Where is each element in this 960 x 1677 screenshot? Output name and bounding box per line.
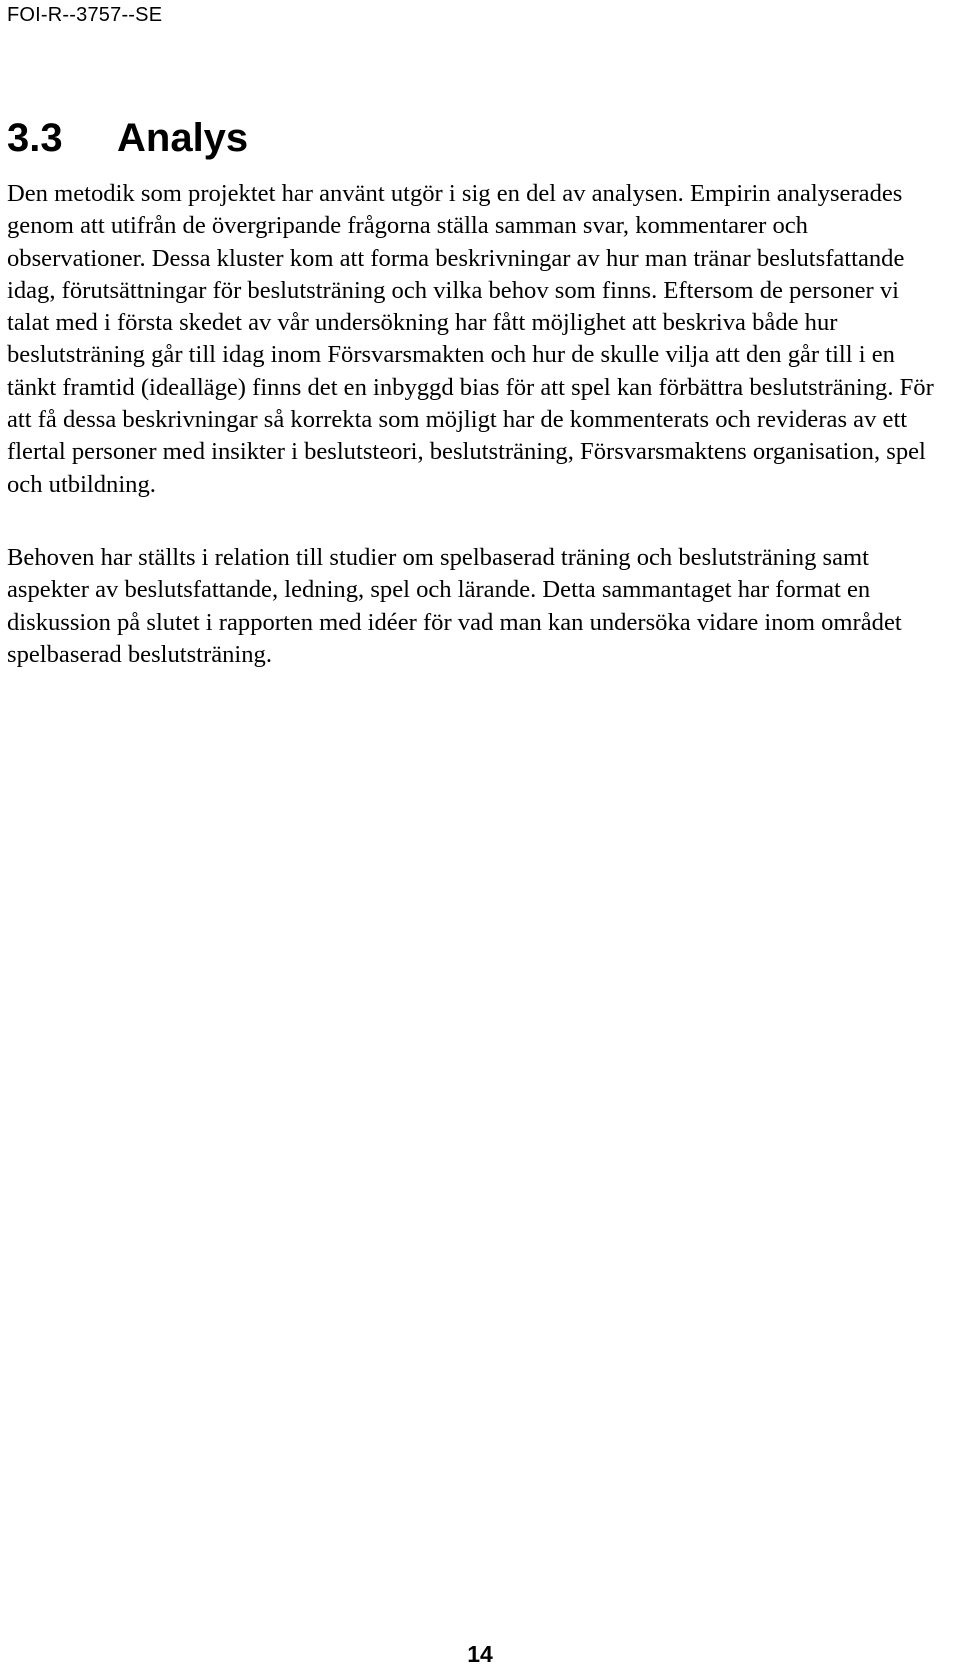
section-number: 3.3 [7, 116, 63, 160]
document-id: FOI-R--3757--SE [7, 4, 163, 26]
paragraph: Behoven har ställts i relation till studier om spelbaserad träning och beslutsträning samt aspekter av beslutsfattande, ledning, spel och lärande. Detta sammantaget har format en diskussion på slutet i rapporten med idéer för vad man kan undersöka vidare inom området spelbaserad beslutsträning. [7, 544, 902, 668]
page-number: 14 [467, 1641, 493, 1667]
section-title: Analys [117, 116, 249, 160]
paragraph: Den metodik som projektet har använt utgör i sig en del av analysen. Empirin analyserades genom att utifrån de övergripande frågorna ställa samman svar, kommentarer och observationer. Dessa kluster kom att forma beskrivningar av hur man tränar beslutsfattande idag, förutsättningar för beslutsträning och vilka behov som finns. Eftersom de personer vi talat med i första skedet av vår undersökning har fått möjlighet att beskriva både hur beslutsträning går till idag inom Försvarsmakten och hur de skulle vilja att den går till i en tänkt framtid (idealläge) finns det en inbyggd bias för att spel kan förbättra beslutsträning. För att få dessa beskrivningar så korrekta som möjligt har de kommenterats och revideras av ett flertal personer med insikter i beslutsteori, beslutsträning, Försvarsmaktens organisation, spel och utbildning. [7, 180, 934, 498]
section-heading [7, 114, 248, 162]
